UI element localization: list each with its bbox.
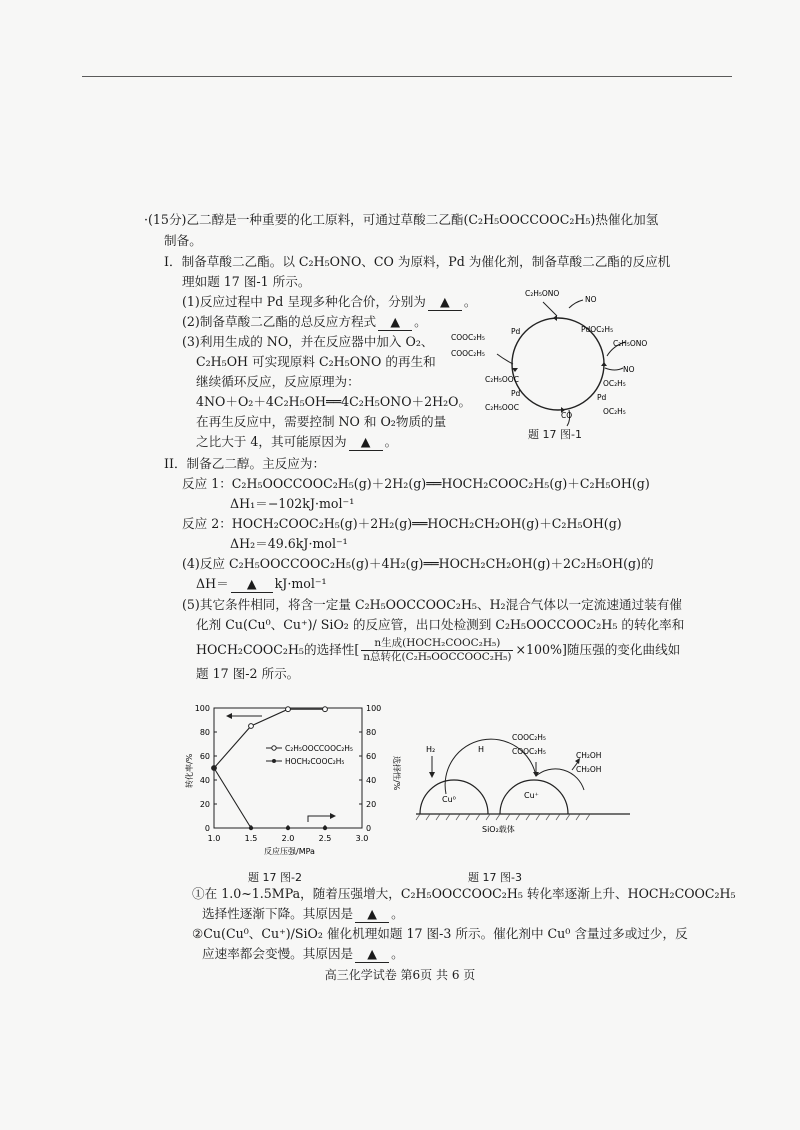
- selectivity-fraction: [361, 637, 513, 664]
- legend-marker: [272, 759, 276, 763]
- answer-blank-6[interactable]: ▲: [355, 946, 389, 963]
- question-3-equation: 4NO＋O₂＋4C₂H₅OH══4C₂H₅ONO＋2H₂O。: [196, 394, 472, 409]
- label-pdoc2h5: PdOC₂H₅: [581, 325, 614, 334]
- conversion-point: [249, 724, 254, 729]
- question-3-line-3: 继续循环反应，反应原理为：: [196, 374, 360, 389]
- question-5-line-3: [196, 637, 680, 664]
- figure-17-3-mechanism: [408, 726, 638, 836]
- y-tick-label: 20: [199, 800, 210, 809]
- subquestion-1-line-2: [202, 906, 404, 923]
- question-3-line-1: (3)利用生成的 NO，并在反应器中加入 O₂、: [182, 334, 434, 349]
- fraction-numerator: n生成(HOCH₂COOC₂H₅): [361, 637, 513, 651]
- y-tick-label: 0: [204, 824, 210, 833]
- end-mark: 。: [384, 434, 398, 449]
- intro-line-2: 制备。: [164, 233, 202, 248]
- delta-h-label: ΔH＝: [196, 576, 229, 591]
- figure-17-2-caption: 题 17 图-2: [248, 871, 302, 884]
- left-axis-arrowhead: [226, 713, 232, 719]
- question-5-line-2: 化剂 Cu(Cu⁰、Cu⁺)/ SiO₂ 的反应管，出口处检测到 C₂H₅OOCCOOC₂H₅ 的转化率和: [196, 617, 685, 632]
- y2-tick-label: 0: [366, 824, 372, 833]
- figure-17-1-caption: 题 17 图-1: [528, 428, 582, 441]
- label-h2: H₂: [426, 745, 436, 754]
- selectivity-suffix: ×100%]随压强的变化曲线如: [515, 642, 681, 657]
- legend-label-2: HOCH₂COOC₂H₅: [285, 757, 345, 766]
- end-mark: 。: [463, 294, 477, 309]
- reaction-2-enthalpy: ΔH₂＝49.6kJ·mol⁻¹: [230, 536, 348, 551]
- label-ch2oh-a: CH₂OH: [576, 751, 602, 760]
- label-cu0: Cu⁰: [442, 795, 456, 804]
- answer-blank-3[interactable]: ▲: [349, 434, 383, 451]
- reaction-1-enthalpy: ΔH₁＝−102kJ·mol⁻¹: [230, 496, 355, 511]
- question-1: [182, 294, 476, 311]
- question-3-line-5: 在再生反应中，需要控制 NO 和 O₂物质的量: [196, 414, 447, 429]
- x-tick-label: 2.5: [318, 834, 332, 843]
- end-mark: 。: [414, 314, 427, 329]
- label-oc2h5-right: OC₂H₅: [603, 379, 626, 388]
- right-axis-arrow: [308, 816, 330, 822]
- reaction-1: 反应 1：C₂H₅OOCCOOC₂H₅(g)＋2H₂(g)══HOCH₂COOC₂H₅(g)＋C₂H₅OH(g): [182, 476, 650, 491]
- y-axis-label: 转化率/%: [185, 753, 194, 788]
- label-cooc2h5-2: COOC₂H₅: [451, 349, 485, 358]
- question-5-line-1: (5)其它条件相同，将含一定量 C₂H₅OOCCOOC₂H₅、H₂混合气体以一定流速通过装有催: [182, 597, 682, 612]
- answer-blank-1[interactable]: ▲: [428, 294, 462, 311]
- selectivity-point: [249, 826, 253, 830]
- y-tick-label: 40: [199, 776, 210, 785]
- label-pd-left: Pd: [511, 327, 521, 336]
- y2-tick-label: 20: [366, 800, 377, 809]
- x-axis-label: 反应压强/MPa: [264, 847, 315, 856]
- y-tick-label: 60: [199, 752, 210, 761]
- label-no-top: NO: [585, 295, 597, 304]
- y2-axis-label: 选择性/%: [392, 756, 401, 791]
- question-4-line-2: [196, 576, 327, 593]
- selectivity-point: [212, 766, 216, 770]
- question-4-line-1: (4)反应 C₂H₅OOCCOOC₂H₅(g)＋4H₂(g)══HOCH₂CH₂OH(g)＋2C₂H₅OH(g)的: [182, 556, 654, 571]
- part2-heading: II．制备乙二醇。主反应为：: [164, 456, 326, 471]
- legend-marker: [272, 746, 276, 750]
- subquestion-1-line-1: ①在 1.0~1.5MPa，随着压强增大，C₂H₅OOCCOOC₂H₅ 转化率逐渐上升、HOCH₂COOC₂H₅: [192, 886, 736, 901]
- y2-tick-label: 100: [366, 704, 382, 713]
- label-c2h5ono-right: C₂H₅ONO: [613, 339, 648, 348]
- end-mark: 。: [391, 906, 404, 921]
- selectivity-label: HOCH₂COOC₂H₅的选择性[: [196, 642, 360, 657]
- label-co: CO: [561, 411, 573, 420]
- figure-17-2-chart: [180, 696, 400, 866]
- intro-line-1: ·(15分)乙二醇是一种重要的化工原料，可通过草酸二乙酯(C₂H₅OOCCOOC₂H₅)热催化加氢: [144, 212, 659, 227]
- answer-blank-5[interactable]: ▲: [355, 906, 389, 923]
- answer-blank-4[interactable]: ▲: [231, 576, 273, 593]
- page-footer: 高三化学试卷 第6页 共 6 页: [324, 968, 476, 982]
- label-c2h5ono-top: C₂H₅ONO: [525, 289, 560, 298]
- conversion-point: [286, 707, 291, 712]
- subquestion-1-text: 选择性逐渐下降。其原因是: [202, 906, 354, 921]
- top-rule: [82, 76, 732, 77]
- y2-tick-label: 60: [366, 752, 377, 761]
- x-tick-label: 3.0: [355, 834, 369, 843]
- question-3-line-6: [196, 434, 397, 451]
- question-3-line-2: C₂H₅OH 可实现原料 C₂H₅ONO 的再生和: [196, 354, 436, 369]
- label-c2h5ooc-bottom-left: C₂H₅OOC: [485, 403, 519, 412]
- question-5-line-4: 题 17 图-2 所示。: [196, 666, 300, 681]
- selectivity-point: [323, 826, 327, 830]
- subquestion-2-line-2: [202, 946, 404, 963]
- part1-heading: I．制备草酸二乙酯。以 C₂H₅ONO、CO 为原料，Pd 为催化剂，制备草酸二乙酯的反应机: [164, 254, 671, 269]
- conversion-point: [323, 707, 328, 712]
- figure-17-3-caption: 题 17 图-3: [468, 871, 522, 884]
- figure-17-1-cycle: [445, 282, 665, 442]
- question-1-text: (1)反应过程中 Pd 呈现多种化合价，分别为: [182, 294, 426, 309]
- legend-label-1: C₂H₅OOCCOOC₂H₅: [285, 744, 353, 753]
- label-pd-bottom-left: Pd: [511, 389, 521, 398]
- label-cooc2h5-a: COOC₂H₅: [512, 733, 546, 742]
- label-no-right: NO: [623, 365, 635, 374]
- label-pd-bottom-right: Pd: [597, 393, 607, 402]
- x-tick-label: 1.5: [244, 834, 258, 843]
- delta-h-unit: kJ·mol⁻¹: [274, 576, 327, 591]
- y2-tick-label: 40: [366, 776, 377, 785]
- label-oc2h5-bottom-right: OC₂H₅: [603, 407, 626, 416]
- label-h: H: [478, 745, 485, 754]
- right-axis-arrowhead: [330, 813, 336, 819]
- question-3-text: 之比大于 4，其可能原因为: [196, 434, 347, 449]
- plot-frame: [214, 708, 362, 828]
- label-sio2-support: SiO₂载体: [482, 825, 515, 834]
- y-tick-label: 80: [199, 728, 210, 737]
- question-2: [182, 314, 427, 331]
- y2-tick-label: 80: [366, 728, 377, 737]
- part1-heading-2: 理如题 17 图-1 所示。: [182, 274, 311, 289]
- x-tick-label: 1.0: [207, 834, 221, 843]
- question-2-text: (2)制备草酸二乙酯的总反应方程式: [182, 314, 377, 329]
- selectivity-point: [286, 826, 290, 830]
- answer-blank-2[interactable]: ▲: [378, 314, 412, 331]
- end-mark: 。: [391, 946, 404, 961]
- y-tick-label: 100: [194, 704, 210, 713]
- label-c2h5ooc-left: C₂H₅OOC: [485, 375, 519, 384]
- fraction-denominator: n总转化(C₂H₅OOCCOOC₂H₅): [363, 651, 512, 663]
- label-cu-plus: Cu⁺: [524, 791, 539, 800]
- label-cooc2h5-1: COOC₂H₅: [451, 333, 485, 342]
- subquestion-2-text: 应速率都会变慢。其原因是: [202, 946, 354, 961]
- reaction-2: 反应 2：HOCH₂COOC₂H₅(g)＋2H₂(g)══HOCH₂CH₂OH(g)＋C₂H₅OH(g): [182, 516, 622, 531]
- label-cooc2h5-b: COOC₂H₅: [512, 747, 546, 756]
- label-ch2oh-b: CH₂OH: [576, 765, 602, 774]
- x-tick-label: 2.0: [281, 834, 295, 843]
- subquestion-2-line-1: ②Cu(Cu⁰、Cu⁺)/SiO₂ 催化机理如题 17 图-3 所示。催化剂中 Cu⁰ 含量过多或过少，反: [192, 926, 688, 941]
